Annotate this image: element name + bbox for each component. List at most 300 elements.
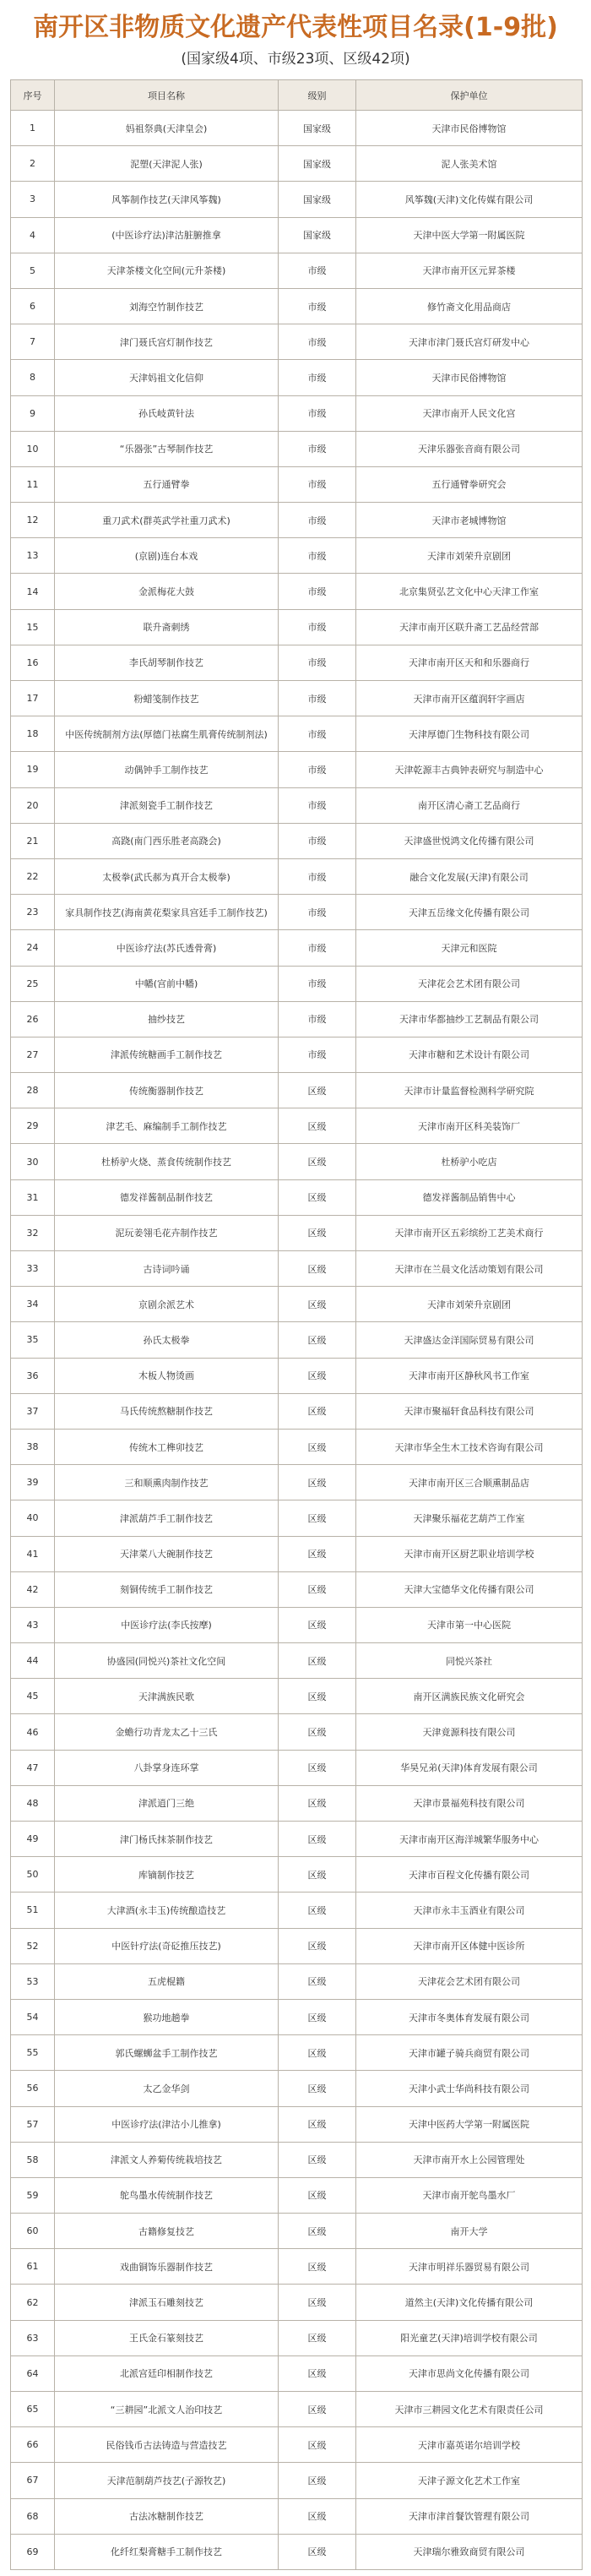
table-row (11, 146, 583, 182)
table-row (11, 1929, 583, 1964)
table-row (11, 2285, 583, 2320)
cell-protection-unit: 天津市思尚文化传播有限公司 (356, 2356, 583, 2392)
cell-level: 区级 (279, 2535, 356, 2570)
cell-level: 区级 (279, 1073, 356, 1108)
cell-no: 35 (11, 1322, 55, 1358)
cell-level: 区级 (279, 1643, 356, 1679)
table-header-row (11, 80, 583, 111)
cell-project-name: 传统衡器制作技艺 (55, 1073, 279, 1108)
cell-level: 市级 (279, 1002, 356, 1037)
table-row (11, 1964, 583, 2000)
cell-project-name: 太极拳(武氏郝为真开合太极拳) (55, 859, 279, 895)
cell-no: 22 (11, 859, 55, 895)
cell-project-name: 三和顺熏肉制作技艺 (55, 1465, 279, 1500)
cell-protection-unit: 天津市南开区蕴润轩字画店 (356, 681, 583, 716)
cell-project-name: 古法冰糖制作技艺 (55, 2499, 279, 2535)
cell-project-name: 德发祥酱制品制作技艺 (55, 1180, 279, 1216)
cell-level: 市级 (279, 324, 356, 360)
table-row (11, 1359, 583, 1394)
cell-level: 区级 (279, 1430, 356, 1465)
cell-level: 市级 (279, 538, 356, 574)
cell-project-name: 重刀武术(群英武学社重刀武术) (55, 503, 279, 538)
cell-protection-unit: 风筝魏(天津)文化传媒有限公司 (356, 182, 583, 217)
cell-project-name: 风筝制作技艺(天津风筝魏) (55, 182, 279, 217)
cell-level: 区级 (279, 1180, 356, 1216)
cell-level: 区级 (279, 2107, 356, 2143)
cell-level: 区级 (279, 1572, 356, 1608)
cell-level: 国家级 (279, 111, 356, 146)
table-row (11, 895, 583, 930)
table-row (11, 2178, 583, 2214)
cell-level: 区级 (279, 2143, 356, 2178)
cell-protection-unit: 天津市民俗博物馆 (356, 360, 583, 395)
cell-protection-unit: 天津盛达金洋国际贸易有限公司 (356, 1322, 583, 1358)
table-row (11, 503, 583, 538)
cell-no: 12 (11, 503, 55, 538)
cell-no: 49 (11, 1822, 55, 1857)
cell-project-name: 京剧余派艺术 (55, 1287, 279, 1322)
cell-level: 区级 (279, 1893, 356, 1928)
cell-project-name: 五行通臂拳 (55, 467, 279, 503)
table-row (11, 1572, 583, 1608)
cell-no: 57 (11, 2107, 55, 2143)
cell-project-name: 木板人物烫画 (55, 1359, 279, 1394)
cell-no: 58 (11, 2143, 55, 2178)
cell-protection-unit: 天津小武士华尚科技有限公司 (356, 2071, 583, 2106)
cell-protection-unit: 天津花会艺术团有限公司 (356, 967, 583, 1002)
cell-no: 50 (11, 1857, 55, 1893)
cell-project-name: 金蟾行功青龙太乙十三氏 (55, 1714, 279, 1750)
cell-no: 21 (11, 824, 55, 859)
cell-no: 66 (11, 2427, 55, 2463)
cell-project-name: 中幡(宫前中幡) (55, 967, 279, 1002)
cell-level: 区级 (279, 1751, 356, 1786)
table-row (11, 2427, 583, 2463)
table-row (11, 182, 583, 217)
cell-protection-unit: 天津市百程文化传播有限公司 (356, 1857, 583, 1893)
cell-project-name: 戏曲铜饰乐器制作技艺 (55, 2249, 279, 2285)
table-row (11, 1537, 583, 1572)
cell-level: 区级 (279, 1216, 356, 1251)
table-row (11, 1786, 583, 1822)
cell-project-name: 孙氏太极拳 (55, 1322, 279, 1358)
cell-no: 2 (11, 146, 55, 182)
cell-level: 区级 (279, 2463, 356, 2498)
cell-project-name: 高跷(南门西乐胜老高跷会) (55, 824, 279, 859)
cell-project-name: 天津满族民歌 (55, 1679, 279, 1714)
cell-level: 区级 (279, 2000, 356, 2035)
table-row (11, 1751, 583, 1786)
header-level: 级别 (279, 80, 356, 111)
cell-level: 区级 (279, 2214, 356, 2249)
cell-no: 33 (11, 1251, 55, 1287)
cell-no: 56 (11, 2071, 55, 2106)
cell-protection-unit: 南开区满族民族文化研究会 (356, 1679, 583, 1714)
cell-project-name: 家具制作技艺(海南黄花梨家具宫廷手工制作技艺) (55, 895, 279, 930)
cell-no: 14 (11, 574, 55, 609)
cell-protection-unit: 修竹斋文化用品商店 (356, 289, 583, 324)
cell-no: 7 (11, 324, 55, 360)
table-row (11, 1394, 583, 1430)
cell-no: 59 (11, 2178, 55, 2214)
cell-project-name: (京剧)连台本戏 (55, 538, 279, 574)
cell-no: 43 (11, 1608, 55, 1643)
cell-no: 11 (11, 467, 55, 503)
cell-level: 市级 (279, 824, 356, 859)
table-row (11, 1857, 583, 1893)
table-row (11, 467, 583, 503)
cell-protection-unit: 天津市第一中心医院 (356, 1608, 583, 1643)
cell-protection-unit: 天津市在兰晨文化活动策划有限公司 (356, 1251, 583, 1287)
cell-project-name: 八卦掌身连环掌 (55, 1751, 279, 1786)
cell-level: 市级 (279, 467, 356, 503)
table-row (11, 2356, 583, 2392)
cell-level: 市级 (279, 716, 356, 752)
cell-protection-unit: 天津市聚福轩食品科技有限公司 (356, 1394, 583, 1430)
cell-no: 20 (11, 788, 55, 824)
cell-project-name: 太乙金华剑 (55, 2071, 279, 2106)
cell-no: 1 (11, 111, 55, 146)
cell-no: 31 (11, 1180, 55, 1216)
cell-protection-unit: 天津大宝德华文化传播有限公司 (356, 1572, 583, 1608)
cell-no: 55 (11, 2035, 55, 2071)
table-row (11, 2071, 583, 2106)
cell-protection-unit: 天津市南开水上公园管理处 (356, 2143, 583, 2178)
cell-no: 23 (11, 895, 55, 930)
cell-level: 区级 (279, 2035, 356, 2071)
cell-project-name: 抽纱技艺 (55, 1002, 279, 1037)
cell-protection-unit: 天津乾源丰古典钟表研究与制造中心 (356, 752, 583, 787)
table-row (11, 2214, 583, 2249)
cell-project-name: 动偶钟手工制作技艺 (55, 752, 279, 787)
table-row (11, 859, 583, 895)
cell-no: 69 (11, 2535, 55, 2570)
cell-project-name: 金派梅花大鼓 (55, 574, 279, 609)
cell-protection-unit: 天津市津首餐饮管理有限公司 (356, 2499, 583, 2535)
cell-no: 47 (11, 1751, 55, 1786)
cell-level: 市级 (279, 432, 356, 467)
table-row (11, 752, 583, 787)
cell-no: 63 (11, 2321, 55, 2356)
cell-no: 29 (11, 1108, 55, 1144)
cell-project-name: 杜桥驴火烧、蒸食传统制作技艺 (55, 1144, 279, 1179)
cell-protection-unit: 天津市南开区厨艺职业培训学校 (356, 1537, 583, 1572)
cell-protection-unit: 天津市刘荣升京剧团 (356, 1287, 583, 1322)
table-row (11, 1500, 583, 1536)
cell-protection-unit: 天津子源文化艺术工作室 (356, 2463, 583, 2498)
cell-level: 区级 (279, 2499, 356, 2535)
table-row (11, 930, 583, 966)
cell-project-name: 古籍修复技艺 (55, 2214, 279, 2249)
cell-level: 区级 (279, 1394, 356, 1430)
header-protection-unit: 保护单位 (356, 80, 583, 111)
cell-no: 60 (11, 2214, 55, 2249)
cell-no: 5 (11, 253, 55, 289)
cell-protection-unit: 天津市南开区元昇茶楼 (356, 253, 583, 289)
cell-protection-unit: 五行通臂拳研究会 (356, 467, 583, 503)
cell-project-name: 郭氏螺蛳盆手工制作技艺 (55, 2035, 279, 2071)
header-no: 序号 (11, 80, 55, 111)
cell-level: 市级 (279, 681, 356, 716)
cell-project-name: 库镝制作技艺 (55, 1857, 279, 1893)
table-row (11, 824, 583, 859)
cell-project-name: 猴功地趟拳 (55, 2000, 279, 2035)
cell-level: 区级 (279, 1287, 356, 1322)
cell-protection-unit: 天津市老城博物馆 (356, 503, 583, 538)
cell-no: 39 (11, 1465, 55, 1500)
cell-project-name: 联升斋刺绣 (55, 610, 279, 645)
cell-no: 16 (11, 645, 55, 681)
table-row (11, 1322, 583, 1358)
table-row (11, 1216, 583, 1251)
table-row (11, 2035, 583, 2071)
cell-protection-unit: 天津市南开区静秋风书工作室 (356, 1359, 583, 1394)
cell-project-name: 津派逍门三绝 (55, 1786, 279, 1822)
cell-level: 区级 (279, 1964, 356, 2000)
cell-no: 8 (11, 360, 55, 395)
cell-no: 51 (11, 1893, 55, 1928)
cell-level: 区级 (279, 1465, 356, 1500)
cell-protection-unit: 天津市南开鸵鸟墨水厂 (356, 2178, 583, 2214)
table-row (11, 2392, 583, 2427)
cell-protection-unit: 杜桥驴小吃店 (356, 1144, 583, 1179)
cell-level: 市级 (279, 859, 356, 895)
cell-level: 区级 (279, 1108, 356, 1144)
cell-project-name: 民俗钱币古法铸造与营造技艺 (55, 2427, 279, 2463)
cell-project-name: 中医诊疗法(李氏按摩) (55, 1608, 279, 1643)
table-row (11, 1073, 583, 1108)
cell-level: 区级 (279, 1608, 356, 1643)
cell-level: 市级 (279, 788, 356, 824)
cell-project-name: 刘海空竹制作技艺 (55, 289, 279, 324)
cell-project-name: 北派宫廷印相制作技艺 (55, 2356, 279, 2392)
cell-no: 54 (11, 2000, 55, 2035)
table-row (11, 1679, 583, 1714)
cell-project-name: 大津酒(永丰玉)传统酿造技艺 (55, 1893, 279, 1928)
cell-protection-unit: 天津厚德门生物科技有限公司 (356, 716, 583, 752)
cell-project-name: 中医针疗法(奇砭推压技艺) (55, 1929, 279, 1964)
cell-project-name: 天津范制葫芦技艺(子源牧艺) (55, 2463, 279, 2498)
cell-no: 36 (11, 1359, 55, 1394)
cell-level: 市级 (279, 610, 356, 645)
cell-project-name: 津派文人养菊传统栽培技艺 (55, 2143, 279, 2178)
cell-level: 国家级 (279, 182, 356, 217)
cell-project-name: 津门聂氏宫灯制作技艺 (55, 324, 279, 360)
cell-level: 区级 (279, 1929, 356, 1964)
cell-level: 区级 (279, 1359, 356, 1394)
cell-level: 区级 (279, 1500, 356, 1536)
cell-no: 9 (11, 396, 55, 432)
cell-project-name: 天津茶楼文化空间(元升茶楼) (55, 253, 279, 289)
cell-level: 区级 (279, 1537, 356, 1572)
cell-no: 13 (11, 538, 55, 574)
cell-protection-unit: 天津市永丰玉酒业有限公司 (356, 1893, 583, 1928)
cell-protection-unit: 天津市冬奥体育发展有限公司 (356, 2000, 583, 2035)
cell-project-name: 粉蜡笺制作技艺 (55, 681, 279, 716)
cell-level: 区级 (279, 1714, 356, 1750)
cell-protection-unit: 天津中医大学第一附属医院 (356, 218, 583, 253)
cell-level: 区级 (279, 2356, 356, 2392)
table-row (11, 681, 583, 716)
cell-project-name: 李氏胡琴制作技艺 (55, 645, 279, 681)
cell-no: 26 (11, 1002, 55, 1037)
cell-project-name: 化纤红梨膏糖手工制作技艺 (55, 2535, 279, 2570)
cell-project-name: 中医诊疗法(津沽小儿推拿) (55, 2107, 279, 2143)
cell-protection-unit: 德发祥酱制品销售中心 (356, 1180, 583, 1216)
table-row (11, 1465, 583, 1500)
cell-protection-unit: 天津市南开区联升斋工艺品经营部 (356, 610, 583, 645)
cell-no: 3 (11, 182, 55, 217)
cell-protection-unit: 北京集贤弘艺文化中心天津工作室 (356, 574, 583, 609)
cell-project-name: 孙氏岐黄针法 (55, 396, 279, 432)
cell-protection-unit: 天津市南开区三合顺熏制品店 (356, 1465, 583, 1500)
cell-level: 市级 (279, 752, 356, 787)
cell-level: 市级 (279, 967, 356, 1002)
cell-level: 市级 (279, 253, 356, 289)
table-row (11, 1430, 583, 1465)
table-row (11, 1822, 583, 1857)
table-row (11, 289, 583, 324)
cell-no: 45 (11, 1679, 55, 1714)
table-row (11, 610, 583, 645)
cell-no: 41 (11, 1537, 55, 1572)
table-row (11, 716, 583, 752)
cell-level: 市级 (279, 360, 356, 395)
table-row (11, 1251, 583, 1287)
cell-protection-unit: 华昊兄弟(天津)体育发展有限公司 (356, 1751, 583, 1786)
cell-protection-unit: 天津盛世悦鸿文化传播有限公司 (356, 824, 583, 859)
cell-no: 18 (11, 716, 55, 752)
heritage-list-table (10, 79, 583, 2570)
table-row (11, 967, 583, 1002)
cell-no: 40 (11, 1500, 55, 1536)
cell-level: 区级 (279, 2249, 356, 2285)
table-row (11, 2143, 583, 2178)
cell-protection-unit: 天津市嘉英诺尔培训学校 (356, 2427, 583, 2463)
cell-no: 38 (11, 1430, 55, 1465)
table-row (11, 1608, 583, 1643)
cell-no: 27 (11, 1037, 55, 1073)
cell-no: 6 (11, 289, 55, 324)
cell-project-name: (中医诊疗法)津沽脏腑推拿 (55, 218, 279, 253)
cell-project-name: 协盛园(同悦兴)茶社文化空间 (55, 1643, 279, 1679)
cell-protection-unit: 天津市华都抽纱工艺制品有限公司 (356, 1002, 583, 1037)
cell-level: 区级 (279, 2321, 356, 2356)
cell-project-name: 津派传统糖画手工制作技艺 (55, 1037, 279, 1073)
cell-protection-unit: 天津市明祥乐器贸易有限公司 (356, 2249, 583, 2285)
cell-level: 区级 (279, 2427, 356, 2463)
cell-no: 53 (11, 1964, 55, 2000)
cell-protection-unit: 南开大学 (356, 2214, 583, 2249)
cell-protection-unit: 天津市计量监督检测科学研究院 (356, 1073, 583, 1108)
cell-project-name: 中医诊疗法(苏氏透骨膏) (55, 930, 279, 966)
cell-protection-unit: 天津市糖和艺术设计有限公司 (356, 1037, 583, 1073)
cell-project-name: 刻铜传统手工制作技艺 (55, 1572, 279, 1608)
cell-no: 30 (11, 1144, 55, 1179)
cell-protection-unit: 天津市罐子骑兵商贸有限公司 (356, 2035, 583, 2071)
cell-level: 区级 (279, 2071, 356, 2106)
cell-level: 国家级 (279, 146, 356, 182)
cell-level: 区级 (279, 1251, 356, 1287)
cell-protection-unit: 天津中医药大学第一附属医院 (356, 2107, 583, 2143)
cell-project-name: 中医传统制剂方法(厚德门祛腐生肌膏传统制剂法) (55, 716, 279, 752)
table-row (11, 2107, 583, 2143)
cell-protection-unit: 天津市南开区体健中医诊所 (356, 1929, 583, 1964)
cell-no: 19 (11, 752, 55, 787)
cell-protection-unit: 泥人张美术馆 (356, 146, 583, 182)
table-row (11, 2000, 583, 2035)
cell-protection-unit: 天津五岳缘文化传播有限公司 (356, 895, 583, 930)
table-row (11, 2249, 583, 2285)
cell-protection-unit: 天津市华全生木工技术咨询有限公司 (356, 1430, 583, 1465)
cell-protection-unit: 南开区清心斋工艺品商行 (356, 788, 583, 824)
table-row (11, 1144, 583, 1179)
cell-no: 10 (11, 432, 55, 467)
cell-no: 17 (11, 681, 55, 716)
table-row (11, 432, 583, 467)
cell-project-name: 鸵鸟墨水传统制作技艺 (55, 2178, 279, 2214)
cell-protection-unit: 阳光童艺(天津)培训学校有限公司 (356, 2321, 583, 2356)
cell-project-name: 天津妈祖文化信仰 (55, 360, 279, 395)
cell-level: 区级 (279, 1144, 356, 1179)
table-row (11, 1643, 583, 1679)
cell-level: 区级 (279, 2178, 356, 2214)
header-project-name: 项目名称 (55, 80, 279, 111)
cell-project-name: 津派玉石雕刻技艺 (55, 2285, 279, 2320)
table-row (11, 538, 583, 574)
cell-protection-unit: 天津乐器张音商有限公司 (356, 432, 583, 467)
table-row (11, 324, 583, 360)
cell-protection-unit: 天津竟源科技有限公司 (356, 1714, 583, 1750)
cell-project-name: 津门杨氏抹茶制作技艺 (55, 1822, 279, 1857)
cell-project-name: 妈祖祭典(天津皇会) (55, 111, 279, 146)
cell-level: 区级 (279, 2392, 356, 2427)
cell-level: 区级 (279, 1322, 356, 1358)
table-row (11, 253, 583, 289)
cell-no: 46 (11, 1714, 55, 1750)
table-row (11, 788, 583, 824)
table-row (11, 111, 583, 146)
cell-project-name: 古诗词吟诵 (55, 1251, 279, 1287)
cell-project-name: 泥玩姜翎毛花卉制作技艺 (55, 1216, 279, 1251)
table-row (11, 2321, 583, 2356)
cell-level: 市级 (279, 574, 356, 609)
cell-protection-unit: 天津市南开区五彩缤纷工艺美术商行 (356, 1216, 583, 1251)
cell-no: 37 (11, 1394, 55, 1430)
cell-protection-unit: 天津市刘荣升京剧团 (356, 538, 583, 574)
cell-level: 区级 (279, 1857, 356, 1893)
cell-no: 64 (11, 2356, 55, 2392)
cell-level: 市级 (279, 396, 356, 432)
cell-protection-unit: 天津聚乐福花艺葫芦工作室 (356, 1500, 583, 1536)
cell-protection-unit: 天津市南开区海洋城繁华服务中心 (356, 1822, 583, 1857)
cell-no: 52 (11, 1929, 55, 1964)
cell-protection-unit: 天津市景福苑科技有限公司 (356, 1786, 583, 1822)
cell-protection-unit: 天津市津门聂氏宫灯研发中心 (356, 324, 583, 360)
cell-no: 24 (11, 930, 55, 966)
cell-no: 67 (11, 2463, 55, 2498)
cell-protection-unit: 天津元和医院 (356, 930, 583, 966)
cell-project-name: 津派葫芦手工制作技艺 (55, 1500, 279, 1536)
cell-protection-unit: 天津市南开人民文化宫 (356, 396, 583, 432)
cell-project-name: 津派刻瓷手工制作技艺 (55, 788, 279, 824)
cell-project-name: 马氏传统熬糖制作技艺 (55, 1394, 279, 1430)
cell-level: 区级 (279, 1786, 356, 1822)
table-row (11, 360, 583, 395)
table-row (11, 396, 583, 432)
cell-no: 34 (11, 1287, 55, 1322)
cell-level: 市级 (279, 289, 356, 324)
